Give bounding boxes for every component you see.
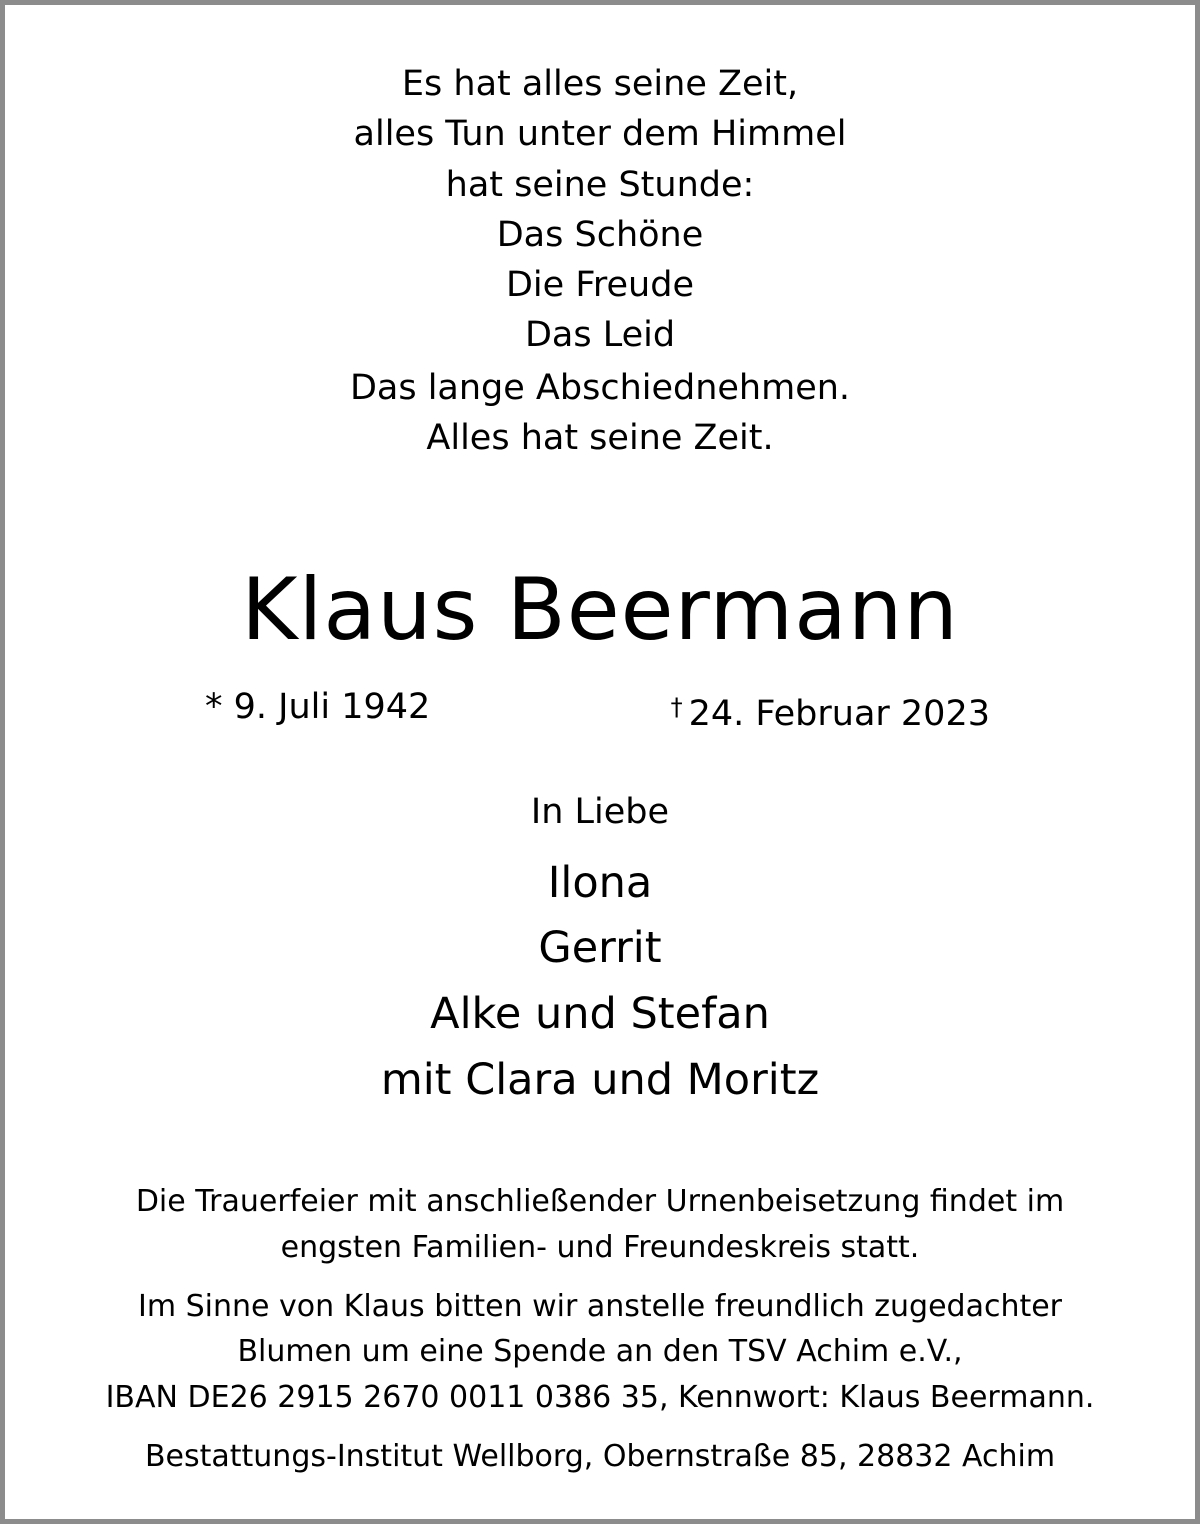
mourners-intro: In Liebe (530, 792, 670, 832)
funeral-home: Bestattungs-Institut Wellborg, Obernstraße 85, 28832 Achim (144, 1439, 1056, 1474)
cross-icon: † (670, 693, 683, 721)
verse-line: Das lange Abschiednehmen. (349, 368, 851, 408)
mourner-name: Alke und Stefan (430, 989, 770, 1039)
donation-line: IBAN DE26 2915 2670 0011 0386 35, Kennwort: Klaus Beermann. (105, 1380, 1095, 1415)
deceased-name: Klaus Beermann (241, 560, 959, 660)
verse-line: Es hat alles seine Zeit, (401, 64, 799, 104)
death-date-text: 24. Februar 2023 (688, 694, 990, 734)
verse-line: alles Tun unter dem Himmel (353, 114, 847, 154)
donation-line: Blumen um eine Spende an den TSV Achim e.V., (237, 1334, 963, 1369)
verse-line: hat seine Stunde: (445, 165, 755, 205)
mourner-name: Gerrit (538, 923, 662, 973)
ceremony-line: engsten Familien- und Freundeskreis statt. (280, 1230, 920, 1265)
mourner-name: Ilona (547, 858, 653, 908)
donation-line: Im Sinne von Klaus bitten wir anstelle freundlich zugedachter (137, 1289, 1063, 1324)
mourner-name: mit Clara und Moritz (380, 1055, 820, 1105)
verse-line: Alles hat seine Zeit. (426, 418, 774, 458)
verse-line: Das Leid (524, 315, 676, 355)
verse-line: Die Freude (505, 265, 694, 305)
ceremony-line: Die Trauerfeier mit anschließender Urnenbeisetzung findet im (135, 1184, 1065, 1219)
verse-line: Das Schöne (496, 215, 704, 255)
death-date (671, 683, 990, 738)
birth-date: * 9. Juli 1942 (205, 687, 431, 727)
